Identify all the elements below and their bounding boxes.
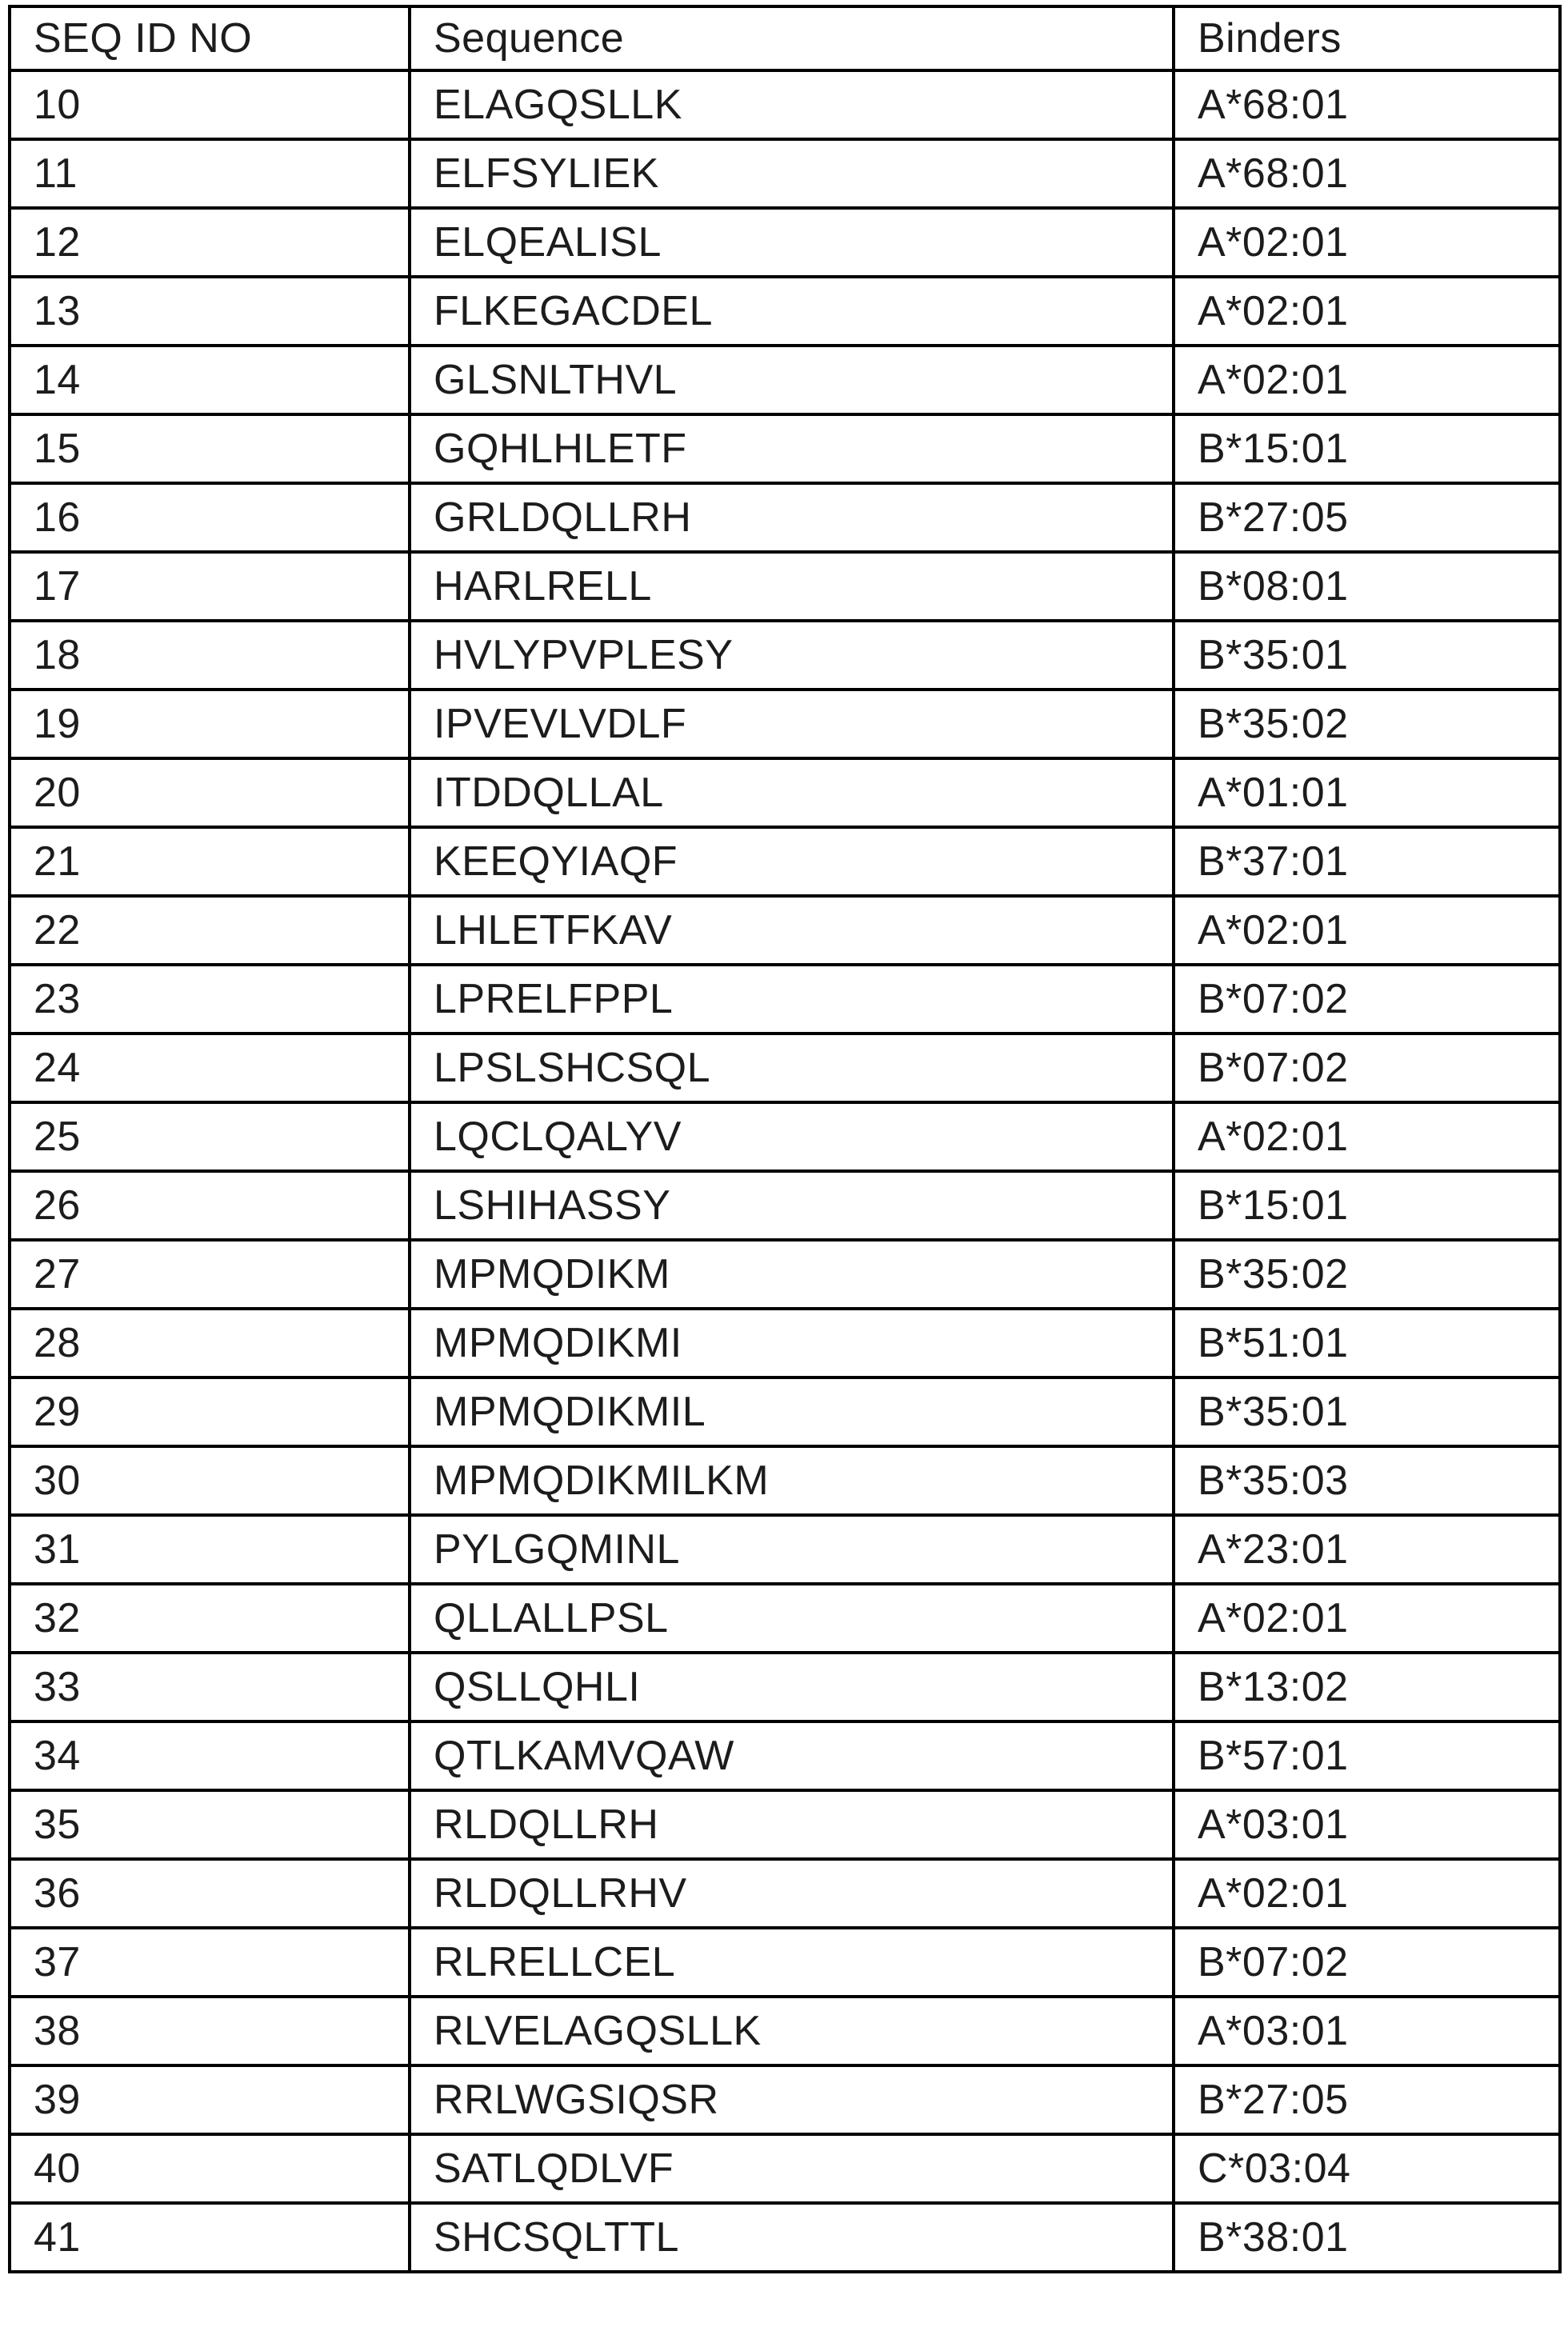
binders-cell: C*03:04 [1174,2134,1560,2203]
seq-id-cell: 25 [10,1102,410,1171]
binders-cell: B*38:01 [1174,2203,1560,2272]
table-row [10,1721,1560,1790]
sequence-cell: QSLLQHLI [410,1653,1174,1721]
table-row [10,2203,1560,2272]
sequence-cell: ELAGQSLLK [410,70,1174,139]
table-row [10,965,1560,1034]
seq-id-cell: 24 [10,1034,410,1102]
table-row [10,827,1560,896]
table-row [10,277,1560,346]
sequence-cell: GRLDQLLRH [410,483,1174,552]
sequence-binders-table [8,5,1562,2273]
sequence-cell: LHLETFKAV [410,896,1174,965]
binders-cell: A*02:01 [1174,1584,1560,1653]
seq-id-cell: 16 [10,483,410,552]
binders-cell: B*51:01 [1174,1309,1560,1377]
binders-cell: A*03:01 [1174,1790,1560,1859]
sequence-cell: HVLYPVPLESY [410,621,1174,690]
binders-cell: B*57:01 [1174,1721,1560,1790]
sequence-cell: HARLRELL [410,552,1174,621]
seq-id-cell: 41 [10,2203,410,2272]
seq-id-cell: 26 [10,1171,410,1240]
sequence-cell: FLKEGACDEL [410,277,1174,346]
binders-cell: B*35:02 [1174,1240,1560,1309]
table-row [10,1034,1560,1102]
header-row [10,6,1560,70]
seq-id-cell: 35 [10,1790,410,1859]
table-row [10,346,1560,414]
table-row [10,1240,1560,1309]
sequence-cell: LPSLSHCSQL [410,1034,1174,1102]
binders-cell: B*35:02 [1174,690,1560,758]
sequence-cell: LQCLQALYV [410,1102,1174,1171]
table-row [10,552,1560,621]
sequence-cell: RLDQLLRH [410,1790,1174,1859]
binders-cell: B*07:02 [1174,965,1560,1034]
binders-cell: A*68:01 [1174,70,1560,139]
table-row [10,139,1560,208]
binders-cell: A*02:01 [1174,208,1560,277]
column-header-sequence: Sequence [410,6,1174,70]
seq-id-cell: 21 [10,827,410,896]
binders-cell: A*68:01 [1174,139,1560,208]
seq-id-cell: 32 [10,1584,410,1653]
table-row [10,1102,1560,1171]
seq-id-cell: 17 [10,552,410,621]
sequence-cell: ELQEALISL [410,208,1174,277]
seq-id-cell: 31 [10,1515,410,1584]
table-row [10,414,1560,483]
table-row [10,1997,1560,2065]
sequence-cell: RLVELAGQSLLK [410,1997,1174,2065]
binders-cell: B*15:01 [1174,1171,1560,1240]
binders-cell: A*23:01 [1174,1515,1560,1584]
table-row [10,208,1560,277]
sequence-cell: GLSNLTHVL [410,346,1174,414]
table-row [10,1653,1560,1721]
sequence-cell: MPMQDIKMIL [410,1377,1174,1446]
seq-id-cell: 36 [10,1859,410,1928]
table-row [10,1859,1560,1928]
table-row [10,2065,1560,2134]
seq-id-cell: 22 [10,896,410,965]
table-row [10,1515,1560,1584]
table-row [10,896,1560,965]
seq-id-cell: 23 [10,965,410,1034]
column-header-seq-id-no: SEQ ID NO [10,6,410,70]
seq-id-cell: 19 [10,690,410,758]
sequence-cell: RRLWGSIQSR [410,2065,1174,2134]
seq-id-cell: 15 [10,414,410,483]
binders-cell: B*08:01 [1174,552,1560,621]
sequence-cell: RLDQLLRHV [410,1859,1174,1928]
table-row [10,1309,1560,1377]
sequence-cell: LSHIHASSY [410,1171,1174,1240]
seq-id-cell: 10 [10,70,410,139]
binders-cell: A*02:01 [1174,1859,1560,1928]
binders-cell: A*01:01 [1174,758,1560,827]
seq-id-cell: 38 [10,1997,410,2065]
sequence-cell: LPRELFPPL [410,965,1174,1034]
seq-id-cell: 27 [10,1240,410,1309]
table-row [10,1377,1560,1446]
table-row [10,1790,1560,1859]
table-row [10,2134,1560,2203]
binders-cell: A*02:01 [1174,346,1560,414]
seq-id-cell: 11 [10,139,410,208]
binders-cell: A*02:01 [1174,1102,1560,1171]
seq-id-cell: 18 [10,621,410,690]
seq-id-cell: 33 [10,1653,410,1721]
sequence-cell: PYLGQMINL [410,1515,1174,1584]
seq-id-cell: 20 [10,758,410,827]
sequence-cell: MPMQDIKM [410,1240,1174,1309]
sequence-cell: MPMQDIKMI [410,1309,1174,1377]
table-row [10,1446,1560,1515]
binders-cell: B*37:01 [1174,827,1560,896]
sequence-cell: MPMQDIKMILKM [410,1446,1174,1515]
sequence-cell: KEEQYIAQF [410,827,1174,896]
table-row [10,758,1560,827]
table-row [10,70,1560,139]
binders-cell: B*27:05 [1174,483,1560,552]
table-row [10,483,1560,552]
seq-id-cell: 37 [10,1928,410,1997]
table-row [10,690,1560,758]
seq-id-cell: 29 [10,1377,410,1446]
sequence-cell: ELFSYLIEK [410,139,1174,208]
column-header-binders: Binders [1174,6,1560,70]
sequence-cell: SATLQDLVF [410,2134,1174,2203]
table-row [10,621,1560,690]
table-row [10,1584,1560,1653]
binders-cell: B*07:02 [1174,1928,1560,1997]
binders-cell: B*07:02 [1174,1034,1560,1102]
binders-cell: A*03:01 [1174,1997,1560,2065]
seq-id-cell: 12 [10,208,410,277]
binders-cell: A*02:01 [1174,896,1560,965]
seq-id-cell: 28 [10,1309,410,1377]
seq-id-cell: 14 [10,346,410,414]
binders-cell: B*15:01 [1174,414,1560,483]
sequence-cell: RLRELLCEL [410,1928,1174,1997]
seq-id-cell: 34 [10,1721,410,1790]
binders-cell: B*13:02 [1174,1653,1560,1721]
table-row [10,1171,1560,1240]
table-row [10,1928,1560,1997]
sequence-cell: IPVEVLVDLF [410,690,1174,758]
seq-id-cell: 13 [10,277,410,346]
seq-id-cell: 40 [10,2134,410,2203]
seq-id-cell: 30 [10,1446,410,1515]
binders-cell: B*35:01 [1174,621,1560,690]
seq-id-cell: 39 [10,2065,410,2134]
binders-cell: A*02:01 [1174,277,1560,346]
sequence-cell: QTLKAMVQAW [410,1721,1174,1790]
binders-cell: B*35:01 [1174,1377,1560,1446]
binders-cell: B*27:05 [1174,2065,1560,2134]
sequence-cell: GQHLHLETF [410,414,1174,483]
binders-cell: B*35:03 [1174,1446,1560,1515]
table-body [10,70,1560,2272]
sequence-cell: QLLALLPSL [410,1584,1174,1653]
sequence-cell: ITDDQLLAL [410,758,1174,827]
sequence-cell: SHCSQLTTL [410,2203,1174,2272]
